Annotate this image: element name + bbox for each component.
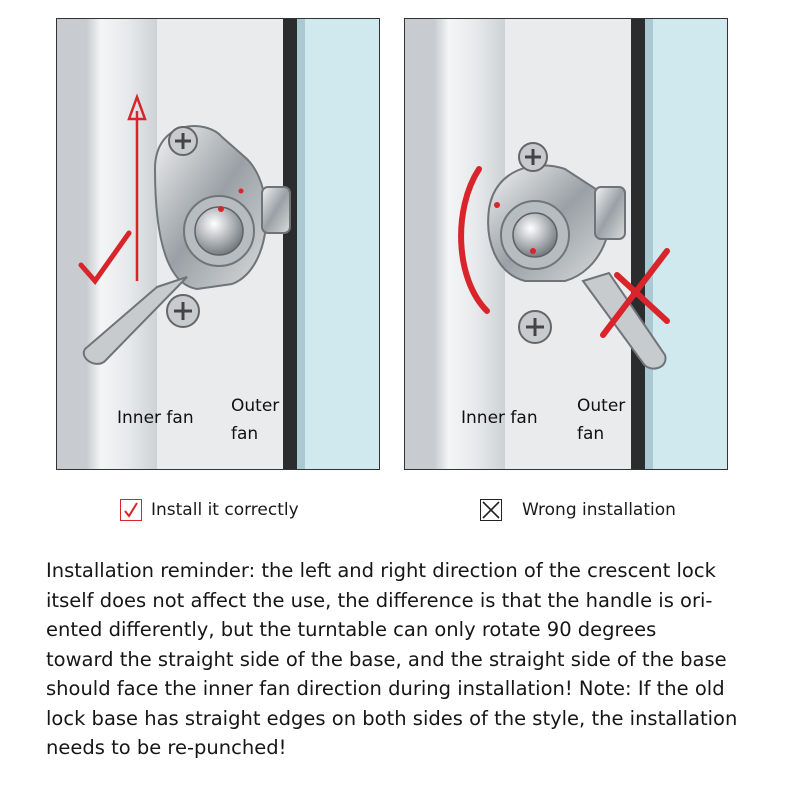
legend-correct-text: Install it correctly: [151, 500, 299, 520]
inner-fan-label: Inner fan: [117, 408, 194, 428]
note-line: lock base has straight edges on both sides of the style, the installation: [46, 706, 738, 730]
note-line: should face the inner fan direction during installation! Note: If the old: [46, 677, 725, 700]
outer-fan-label-line1: Outer: [231, 396, 280, 416]
legend-wrong-text: Wrong installation: [522, 500, 676, 520]
legend-correct: [120, 496, 299, 524]
correct-installation-photo: [56, 18, 380, 470]
note-line: needs to be re-punched!: [46, 736, 287, 759]
outer-fan-label-line1: Outer: [577, 396, 626, 416]
note-line: itself does not affect the use, the difference is that the handle is ori-: [46, 588, 713, 612]
note-line: ented differently, but the turntable can only rotate 90 degrees: [46, 618, 657, 641]
installation-reminder-text: [46, 556, 758, 763]
window-frame-illustration: [57, 19, 379, 469]
cross-box-icon: [480, 499, 502, 521]
checkmark-icon: [120, 499, 142, 521]
inner-fan-label: Inner fan: [461, 408, 538, 428]
wrong-installation-photo: [404, 18, 728, 470]
outer-fan-label-line2: fan: [231, 424, 259, 444]
outer-fan-label-line2: fan: [577, 424, 605, 444]
legend-wrong: [480, 496, 676, 524]
note-line: Installation reminder: the left and right direction of the crescent lock: [46, 559, 716, 582]
window-frame-illustration: [405, 19, 727, 469]
note-line: toward the straight side of the base, and the straight side of the base: [46, 647, 727, 671]
